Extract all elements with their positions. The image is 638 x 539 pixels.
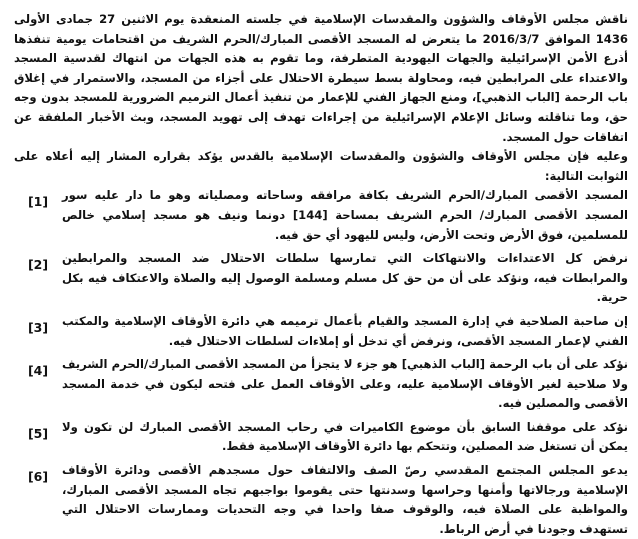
list-item (14, 461, 628, 539)
list-item (14, 312, 628, 351)
list-item (14, 355, 628, 414)
item-text: يدعو المجلس المجتمع المقدسي رصّ الصف والالتفاف حول مسجدهم الأقصى ودائرة الأوقاف الإسلامية ورجالاتها وأمنها وحراسها وسدنتها حتى يقوموا بواجبهم تجاه المسجد الأقصى المبارك، والمواظبة على الصلاة فيه، والوقوف صفا واحدا في وجه التحديات وممارسات الاحتلال التي تستهدف وجودنا في أرض الرباط. (62, 463, 628, 536)
item-number: [5] (27, 425, 49, 441)
item-text: المسجد الأقصى المبارك/الحرم الشريف بكافة مرافقه وساحاته ومصلياته وهو ما دار عليه سور المسجد الأقصى المبارك/ الحرم الشريف بمساحة [144] دونما ونيف هو مسجد إسلامي خالص للمسلمين، فوق الأرض وتحت الأرض، وليس لليهود أي حق فيه. (62, 188, 628, 242)
list-item (14, 186, 628, 245)
item-text: إن صاحبة الصلاحية في إدارة المسجد والقيام بأعمال ترميمه هي دائرة الأوقاف الإسلامية والمكتب الفني لإعمار المسجد الأقصى، ونرفض أي تدخل أو إملاءات لسلطات الاحتلال فيه. (62, 313, 628, 348)
list-item (14, 418, 628, 457)
item-text: نؤكد على موقفنا السابق بأن موضوع الكاميرات في رحاب المسجد الأقصى المبارك لن تكون ولا يمكن أن تستغل ضد المصلين، وتتحكم بها دائرة الأوقاف الإسلامية فقط. (62, 419, 628, 454)
item-text: نرفض كل الاعتداءات والانتهاكات التي تمارسها سلطات الاحتلال ضد المسجد والمرابطين والمرابطات فيه، ونؤكد على أن من حق كل مسلم ومسلمة الوصول إليه والصلاة والاعتكاف فيه بكل حرية. (62, 251, 628, 305)
item-number: [6] (27, 469, 49, 485)
item-number: [3] (27, 319, 49, 335)
item-number: [2] (27, 257, 49, 273)
list-item (14, 249, 628, 308)
item-text: نؤكد على أن باب الرحمة [الباب الذهبي] هو جزء لا يتجزأ من المسجد الأقصى المبارك/الحرم الشريف ولا صلاحية لغير الأوقاف الإسلامية عليه، وعلى الأوقاف العمل على فتحه ليكون في خدمة المسجد الأقصى والمصلين فيه. (62, 357, 628, 411)
intro-paragraph: ناقش مجلس الأوقاف والشؤون والمقدسات الإسلامية في جلسته المنعقدة يوم الاثنين 27 جمادى الأولى 1436 الموافق 2016/3/7 ما يتعرض له المسجد الأقصى المبارك/الحرم الشريف من اقتحامات يومية تنفذها أذرع الأمن الإسرائيلية والجهات اليهودية المتطرفة، وما تقوم به هذه الجهات من انتهاك لقدسية المسجد والاعتداء على المرابطين فيه، ومحاولة بسط سيطرة الاحتلال على أجزاء من المسجد، والاستمرار في إغلاق باب الرحمة [الباب الذهبي]، ومنع الجهاز الفني للإعمار من تنفيذ أعمال الترميم الضرورية للمسجد بدون وجه حق، وما تناقلته وسائل الإعلام الإسرائيلية من إجراءات تهدف إلى تهويد المسجد، وبث الأخبار الملفقة عن اتفاقات حول المسجد. (14, 12, 628, 144)
lead-paragraph: وعليه فإن مجلس الأوقاف والشؤون والمقدسات الإسلامية بالقدس يؤكد بقراره المشار إليه أعلاه على الثوابت التالية: (14, 149, 628, 183)
points-list (14, 186, 628, 539)
item-number: [4] (27, 363, 49, 379)
item-number: [1] (27, 194, 49, 210)
